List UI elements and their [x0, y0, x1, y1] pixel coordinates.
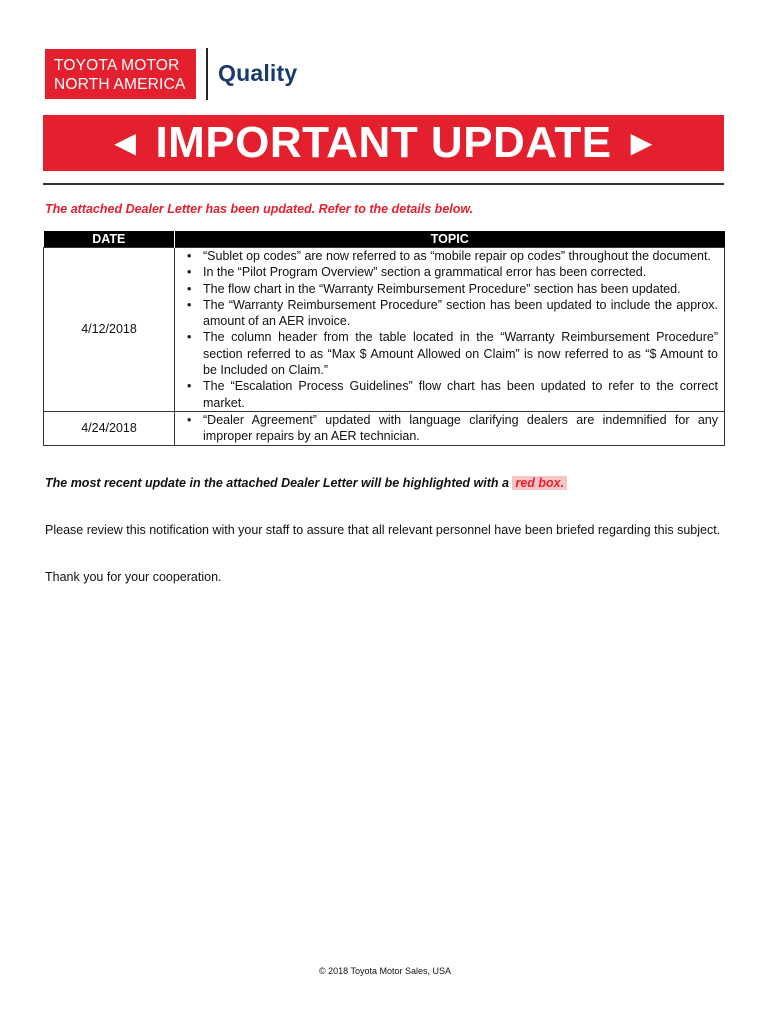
topic-item: • The “Warranty Reimbursement Procedure” section has been updated to include the approx. amount of an AER invoice.	[203, 297, 718, 330]
right-arrow-icon: ►	[623, 122, 660, 163]
recent-update-note	[45, 476, 567, 490]
toyota-logo	[45, 49, 196, 99]
logo-line-1: TOYOTA MOTOR	[54, 57, 180, 74]
topic-item: • The “Escalation Process Guidelines” flow chart has been updated to refer to the correct market.	[203, 378, 718, 411]
table-row	[44, 248, 725, 412]
left-arrow-icon: ◄	[107, 122, 144, 163]
row-topics	[175, 411, 725, 445]
review-paragraph: Please review this notification with your staff to assure that all relevant personnel have been briefed regarding this subject.	[45, 523, 721, 537]
topic-item: • The column header from the table located in the “Warranty Reimbursement Procedure” section referred to as “Max $ Amount Allowed on Claim” is now referred to as “$ Amount to be Included on Claim.”	[203, 329, 718, 378]
date-header: DATE	[44, 231, 175, 248]
row-date: 4/24/2018	[44, 411, 175, 445]
update-table	[43, 231, 725, 446]
quality-logo: Quality	[218, 60, 298, 86]
thanks-text: Thank you for your cooperation.	[45, 570, 222, 584]
red-box-highlight: red box.	[512, 476, 567, 490]
topic-header: TOPIC	[175, 231, 725, 248]
important-update-banner	[43, 115, 724, 171]
recent-note-text: The most recent update in the attached Dealer Letter will be highlighted with a	[45, 476, 509, 490]
intro-text: The attached Dealer Letter has been updated. Refer to the details below.	[45, 202, 474, 216]
divider-line	[43, 183, 724, 185]
banner-title: IMPORTANT UPDATE	[155, 118, 612, 167]
row-topics	[175, 248, 725, 412]
topic-item: • “Sublet op codes” are now referred to as “mobile repair op codes” throughout the document.	[203, 248, 718, 264]
table-row	[44, 411, 725, 445]
footer-copyright: © 2018 Toyota Motor Sales, USA	[318, 966, 452, 976]
topic-item: • The flow chart in the “Warranty Reimbursement Procedure” section has been updated.	[203, 281, 718, 297]
row-date: 4/12/2018	[44, 248, 175, 412]
topic-item: • “Dealer Agreement” updated with language clarifying dealers are indemnified for any improper repairs by an AER technician.	[203, 412, 718, 445]
topic-item: • In the “Pilot Program Overview” section a grammatical error has been corrected.	[203, 264, 718, 280]
logo-line-2: NORTH AMERICA	[54, 76, 186, 93]
logo-divider	[206, 48, 208, 100]
table-header-row	[44, 231, 725, 248]
